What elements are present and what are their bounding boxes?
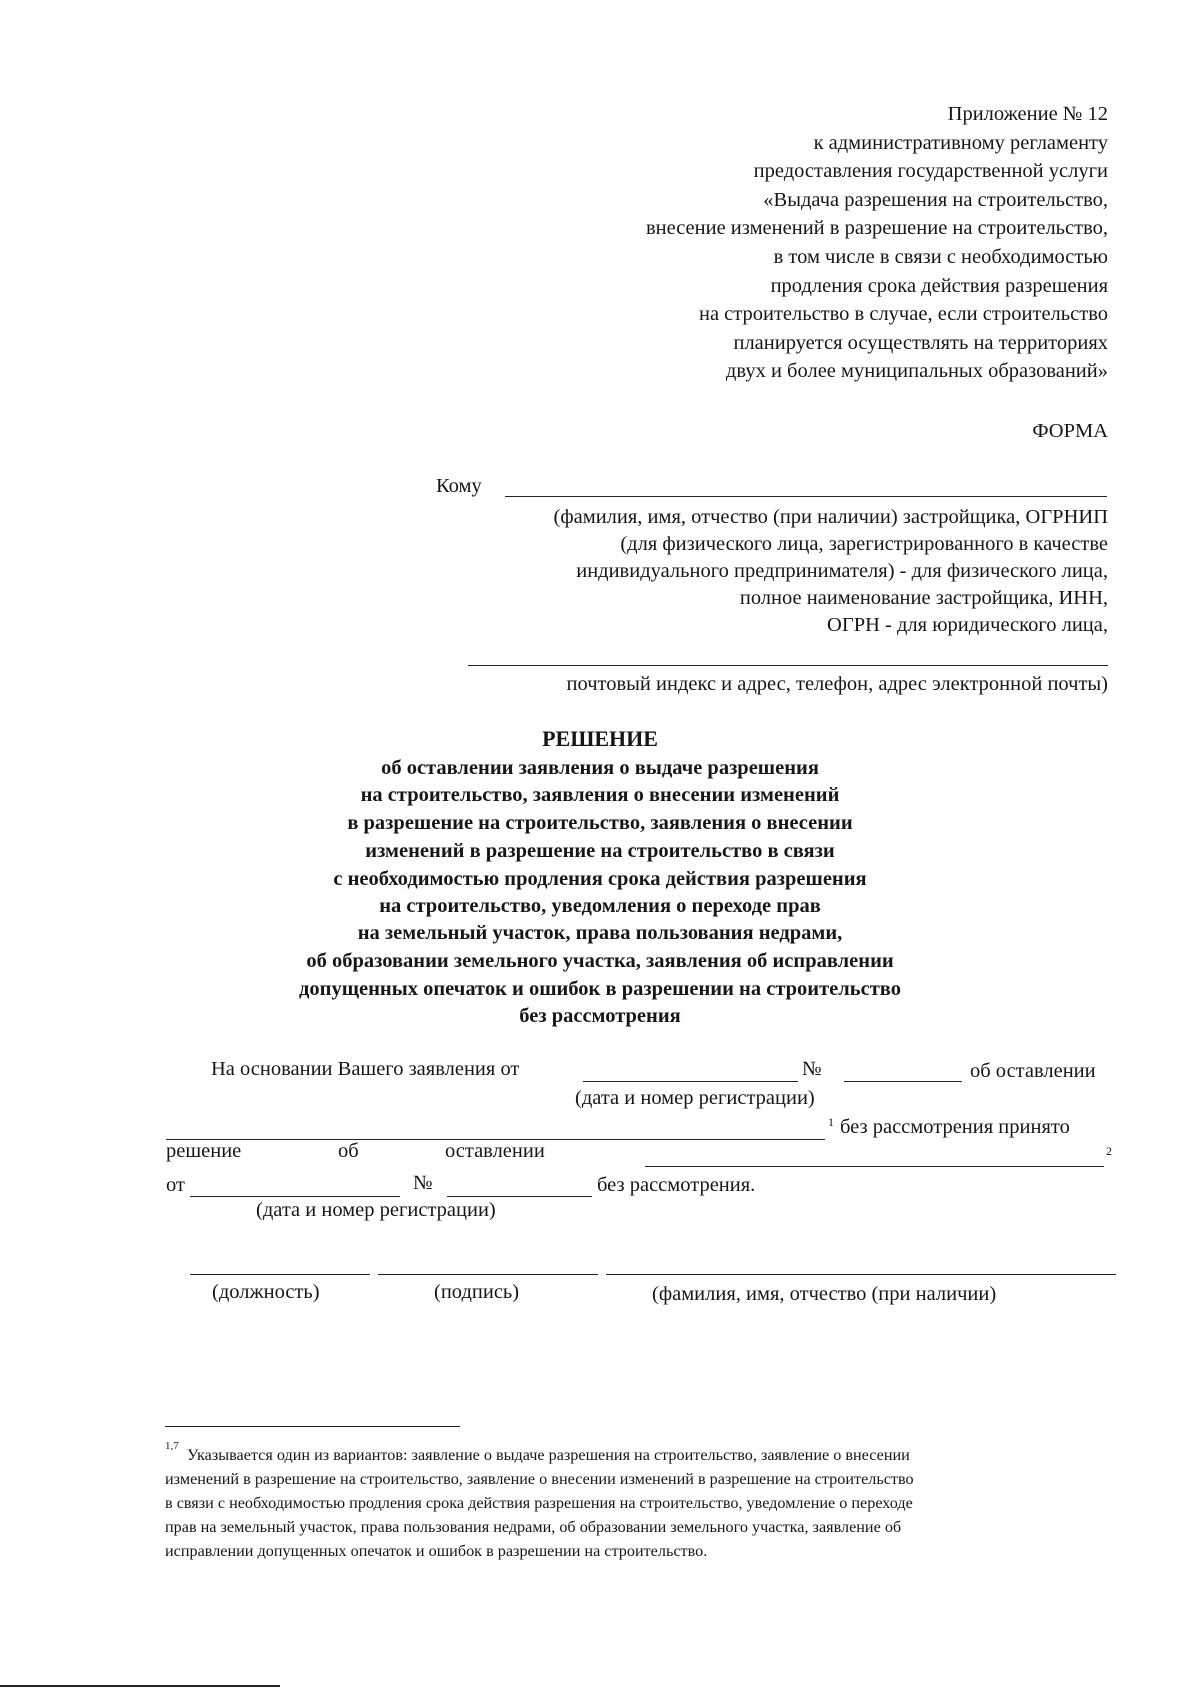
decision-subtitle-line: на строительство, уведомления о переходе прав xyxy=(379,895,821,917)
appendix-line: к административному регламенту xyxy=(813,132,1108,154)
appendix-line: на строительство в случае, если строительство xyxy=(698,303,1108,325)
position-caption: (должность) xyxy=(212,1281,320,1303)
recipient-contact-hint: почтовый индекс и адрес, телефон, адрес электронной почты) xyxy=(566,673,1108,695)
without-review-taken: без рассмотрения принято xyxy=(840,1116,1070,1138)
about-leaving: об оставлении xyxy=(970,1060,1096,1082)
footnote-marker: 1,7 xyxy=(165,1440,179,1452)
form-label: ФОРМА xyxy=(1032,420,1108,442)
footnote-ref-1: 1 xyxy=(828,1115,834,1129)
appendix-line: в том числе в связи с необходимостью xyxy=(773,246,1108,268)
date-reg-hint-2: (дата и номер регистрации) xyxy=(256,1199,496,1221)
decision-subtitle-line: об образовании земельного участка, заявления об исправлении xyxy=(306,950,894,972)
recipient-hint-line: полное наименование застройщика, ИНН, xyxy=(739,587,1108,609)
decision-type-field[interactable] xyxy=(645,1166,1104,1167)
recipient-name-field[interactable] xyxy=(505,496,1107,497)
appendix-line: Приложение № 12 xyxy=(947,103,1108,125)
decision-subtitle-line: об оставлении заявления о выдаче разрешения xyxy=(381,757,819,779)
appendix-line: планируется осуществлять на территориях xyxy=(733,332,1108,354)
word-leaving: оставлении xyxy=(445,1140,545,1162)
recipient-hint-line: (фамилия, имя, отчество (при наличии) застройщика, ОГРНИП xyxy=(553,506,1108,528)
recipient-contact-field[interactable] xyxy=(468,665,1108,666)
number-sign: № xyxy=(802,1058,822,1080)
signature-caption: (подпись) xyxy=(434,1281,520,1303)
number-sign-2: № xyxy=(413,1172,433,1194)
date-reg-hint: (дата и номер регистрации) xyxy=(575,1087,815,1109)
page-edge-line xyxy=(0,1685,280,1687)
recipient-hint-line: ОГРН - для юридического лица, xyxy=(827,614,1108,636)
word-about: об xyxy=(338,1140,359,1162)
word-from: от xyxy=(166,1174,185,1196)
decision-date-field[interactable] xyxy=(190,1196,400,1197)
appendix-line: предоставления государственной услуги xyxy=(753,160,1108,182)
decision-subtitle-line: на строительство, заявления о внесении изменений xyxy=(360,784,840,806)
word-decision: решение xyxy=(166,1140,242,1162)
signature-field[interactable] xyxy=(378,1274,598,1275)
appendix-line: двух и более муниципальных образований» xyxy=(725,360,1108,382)
footnote-ref-2: 2 xyxy=(1106,1144,1112,1158)
appendix-line: внесение изменений в разрешение на строительство, xyxy=(645,217,1108,239)
footnote-separator xyxy=(165,1426,460,1427)
appendix-line: продления срока действия разрешения xyxy=(770,275,1108,297)
recipient-label: Кому xyxy=(436,475,482,497)
recipient-hint-line: (для физического лица, зарегистрированного в качестве xyxy=(620,533,1108,555)
application-date-field[interactable] xyxy=(583,1081,798,1082)
decision-subtitle-line: без рассмотрения xyxy=(519,1005,681,1027)
decision-subtitle-line: на земельный участок, права пользования недрами, xyxy=(357,922,843,944)
appendix-line: «Выдача разрешения на строительство, xyxy=(763,189,1108,211)
recipient-hint-line: индивидуального предпринимателя) - для физического лица, xyxy=(576,560,1108,582)
application-number-field[interactable] xyxy=(844,1081,962,1082)
decision-title: РЕШЕНИЕ xyxy=(542,726,658,751)
decision-number-field[interactable] xyxy=(447,1196,592,1197)
footnote-line: изменений в разрешение на строительство, заявление о внесении изменений в разрешение на строительство xyxy=(165,1470,914,1488)
footnote-line: Указывается один из вариантов: заявление о выдаче разрешения на строительство, заявление о внесении xyxy=(187,1446,910,1464)
footnote-line: исправлении допущенных опечаток и ошибок в разрешении на строительство. xyxy=(165,1542,708,1560)
footnote-line: в связи с необходимостью продления срока действия разрешения на строительство, уведомление о переходе xyxy=(165,1494,913,1512)
without-review-end: без рассмотрения. xyxy=(597,1174,756,1196)
full-name-caption: (фамилия, имя, отчество (при наличии) xyxy=(652,1283,997,1305)
decision-subtitle-line: допущенных опечаток и ошибок в разрешении на строительство xyxy=(299,978,901,1000)
position-field[interactable] xyxy=(190,1274,370,1275)
decision-subtitle-line: изменений в разрешение на строительство в связи xyxy=(365,840,835,862)
footnote-line: прав на земельный участок, права пользования недрами, об образовании земельного участка, заявление об xyxy=(165,1518,902,1536)
decision-subtitle-line: с необходимостью продления срока действия разрешения xyxy=(333,868,867,890)
body-intro: На основании Вашего заявления от xyxy=(211,1058,520,1080)
full-name-field[interactable] xyxy=(606,1274,1116,1275)
decision-subtitle-line: в разрешение на строительство, заявления о внесении xyxy=(347,812,853,834)
